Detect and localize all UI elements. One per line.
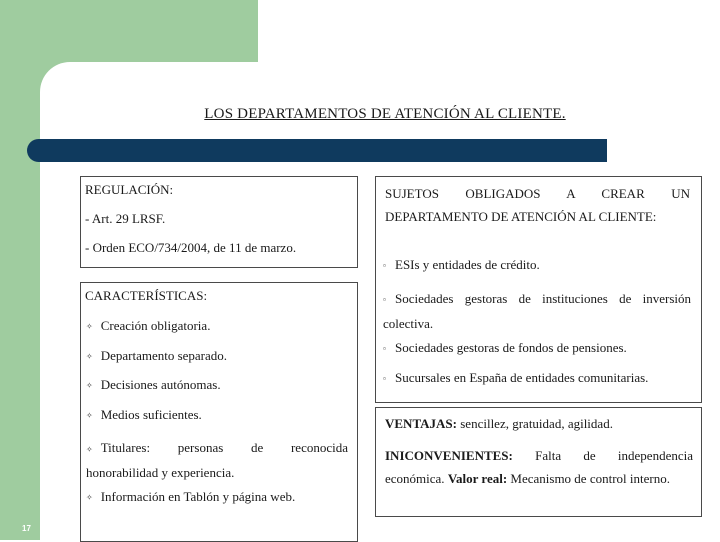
caracteristicas-item bbox=[86, 318, 210, 334]
ventajas-label: VENTAJAS: bbox=[385, 416, 457, 431]
regulacion-item: - Art. 29 LRSF. bbox=[85, 211, 166, 226]
sujetos-item-text: Sociedades gestoras de instituciones de inversión colectiva. bbox=[383, 291, 691, 332]
caracteristicas-item bbox=[86, 348, 227, 364]
sujetos-item bbox=[383, 370, 648, 386]
sujetos-item-text: Sucursales en España de entidades comunitarias. bbox=[395, 370, 649, 385]
valor-real-label: Valor real: bbox=[447, 471, 508, 486]
regulacion-heading: REGULACIÓN: bbox=[85, 182, 174, 197]
caracteristicas-item bbox=[86, 489, 295, 505]
diamond-bullet-icon: ✧ bbox=[86, 381, 93, 391]
caracteristicas-box bbox=[80, 282, 358, 542]
diamond-bullet-icon: ✧ bbox=[86, 352, 93, 362]
square-bullet-icon: ▫ bbox=[383, 344, 386, 354]
slide-title: LOS DEPARTAMENTOS DE ATENCIÓN AL CLIENTE. bbox=[204, 106, 566, 122]
regulacion-item: - Orden ECO/734/2004, de 11 de marzo. bbox=[85, 240, 297, 255]
caracteristicas-item-text: Decisiones autónomas. bbox=[100, 377, 221, 392]
sujetos-item bbox=[383, 340, 627, 356]
sujetos-item bbox=[383, 287, 691, 336]
sujetos-box bbox=[375, 176, 702, 403]
caracteristicas-heading: CARACTERÍSTICAS: bbox=[85, 288, 208, 303]
sujetos-item-text: Sociedades gestoras de fondos de pensiones. bbox=[395, 340, 627, 355]
ventajas-text: sencillez, gratuidad, agilidad. bbox=[457, 416, 613, 431]
diamond-bullet-icon: ✧ bbox=[86, 444, 93, 454]
sujetos-item bbox=[383, 257, 540, 273]
caracteristicas-item-text: Departamento separado. bbox=[100, 348, 228, 363]
green-decoration-left bbox=[0, 0, 40, 540]
caracteristicas-item-text: Información en Tablón y página web. bbox=[100, 489, 296, 504]
sujetos-item-text: ESIs y entidades de crédito. bbox=[395, 257, 540, 272]
diamond-bullet-icon: ✧ bbox=[86, 322, 93, 332]
ventajas-box bbox=[375, 407, 702, 517]
caracteristicas-item-text: Medios suficientes. bbox=[100, 407, 202, 422]
ventajas-line bbox=[385, 416, 613, 432]
sujetos-heading: SUJETOS OBLIGADOS A CREAR UN DEPARTAMENTO DE ATENCIÓN AL CLIENTE: bbox=[385, 186, 690, 224]
caracteristicas-item-text: Titulares: personas de reconocida honorabilidad y experiencia. bbox=[86, 440, 348, 480]
caracteristicas-item bbox=[86, 436, 348, 484]
caracteristicas-item bbox=[86, 377, 221, 393]
square-bullet-icon: ▫ bbox=[383, 374, 386, 384]
inconvenientes-paragraph bbox=[385, 444, 693, 490]
inconvenientes-label: INICONVENIENTES: bbox=[385, 448, 513, 463]
valor-real-text: Mecanismo de control interno. bbox=[507, 471, 670, 486]
square-bullet-icon: ▫ bbox=[383, 295, 386, 305]
diamond-bullet-icon: ✧ bbox=[86, 411, 93, 421]
diamond-bullet-icon: ✧ bbox=[86, 493, 93, 503]
caracteristicas-item-text: Creación obligatoria. bbox=[100, 318, 211, 333]
regulacion-box bbox=[80, 176, 358, 268]
slide-number: 17 bbox=[22, 524, 31, 533]
square-bullet-icon: ▫ bbox=[383, 261, 386, 271]
inconvenientes-text: Falta de independencia económica. bbox=[385, 448, 693, 486]
title-divider-bar bbox=[27, 139, 607, 162]
caracteristicas-item bbox=[86, 407, 202, 423]
